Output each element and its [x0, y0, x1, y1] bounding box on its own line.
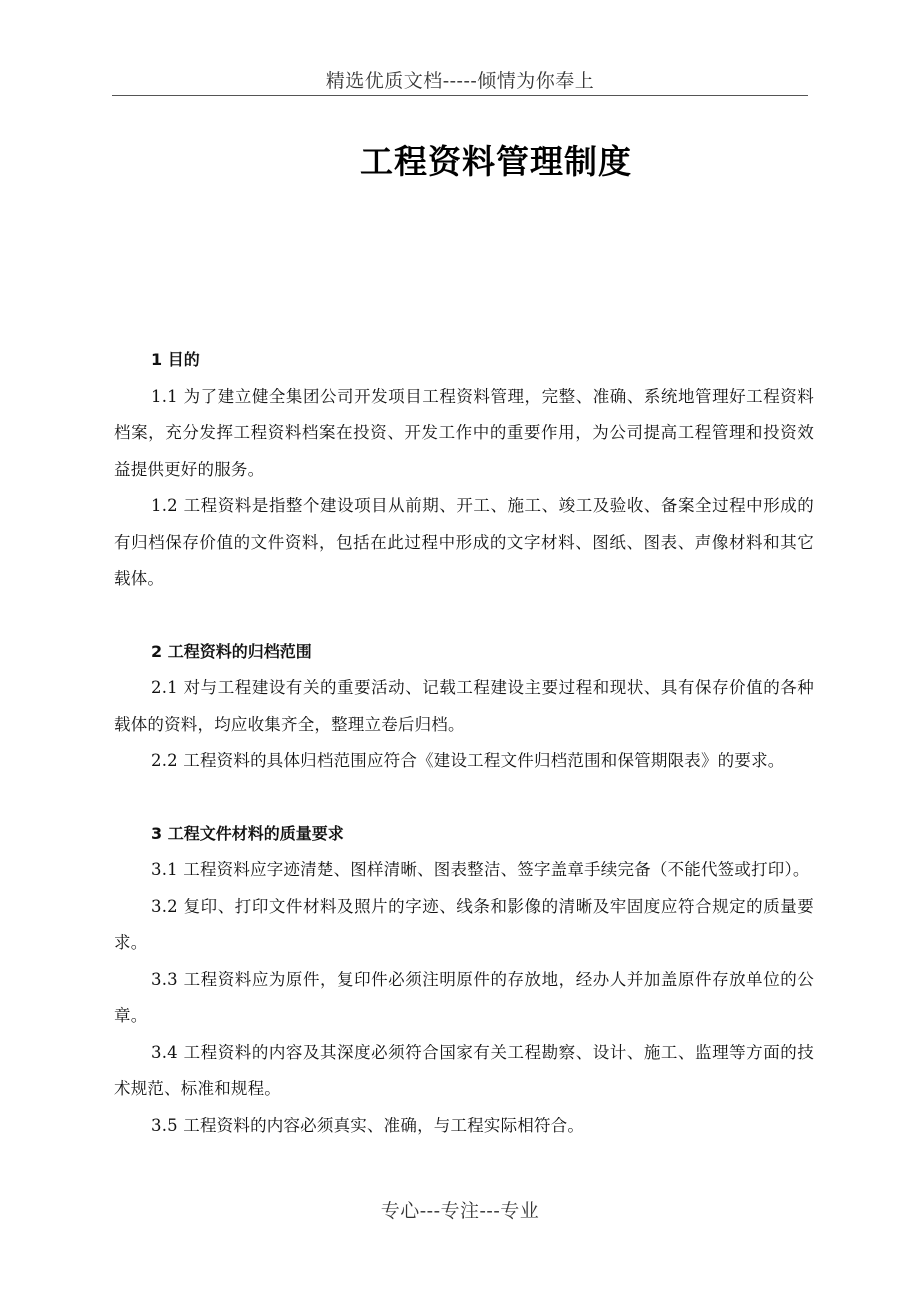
section-heading: 2 工程资料的归档范围 — [151, 641, 312, 661]
section-archive-scope — [114, 634, 814, 780]
paragraph-3-4: 3.4 工程资料的内容及其深度必须符合国家有关工程勘察、设计、施工、监理等方面的技术规范、标准和规程。 — [114, 1042, 814, 1098]
document-title: 工程资料管理制度 — [360, 142, 632, 181]
page-header: 精选优质文档-----倾情为你奉上 — [325, 70, 595, 92]
page-footer: 专心---专注---专业 — [380, 1200, 540, 1222]
section-quality-requirements — [114, 816, 814, 1145]
section-purpose — [114, 342, 814, 598]
paragraph-2-2: 2.2 工程资料的具体归档范围应符合《建设工程文件归档范围和保管期限表》的要求。 — [151, 751, 785, 770]
paragraph-3-1: 3.1 工程资料应字迹清楚、图样清晰、图表整洁、签字盖章手续完备（不能代签或打印）。 — [151, 860, 810, 879]
section-heading: 1 目的 — [151, 350, 200, 369]
paragraph-1-1: 1.1 为了建立健全集团公司开发项目工程资料管理，完整、准确、系统地管理好工程资料档案，充分发挥工程资料档案在投资、开发工作中的重要作用，为公司提高工程管理和投资效益提供更好的服务。 — [114, 386, 814, 479]
paragraph-3-3: 3.3 工程资料应为原件，复印件必须注明原件的存放地，经办人并加盖原件存放单位的公章。 — [114, 969, 814, 1025]
paragraph-2-1: 2.1 对与工程建设有关的重要活动、记载工程建设主要过程和现状、具有保存价值的各种载体的资料，均应收集齐全，整理立卷后归档。 — [114, 678, 814, 734]
paragraph-1-2: 1.2 工程资料是指整个建设项目从前期、开工、施工、竣工及验收、备案全过程中形成的有归档保存价值的文件资料，包括在此过程中形成的文字材料、图纸、图表、声像材料和其它载体。 — [114, 496, 814, 588]
header-divider — [112, 95, 808, 96]
section-heading: 3 工程文件材料的质量要求 — [151, 823, 344, 843]
document-body — [114, 342, 814, 1144]
paragraph-3-5: 3.5 工程资料的内容必须真实、准确，与工程实际相符合。 — [151, 1115, 585, 1135]
paragraph-3-2: 3.2 复印、打印文件材料及照片的字迹、线条和影像的清晰及牢固度应符合规定的质量要求。 — [114, 896, 814, 952]
